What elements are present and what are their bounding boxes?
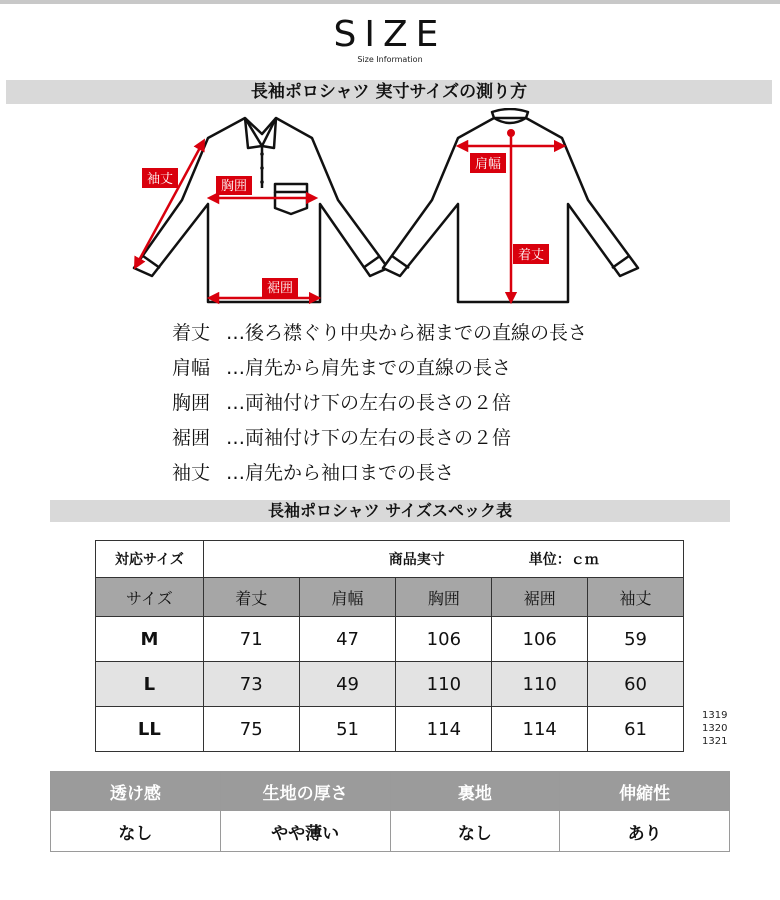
definition-text: …肩先から肩先までの直線の長さ <box>226 357 512 379</box>
definition-term: 裾囲 <box>172 427 211 449</box>
fabric-value-lining: なし <box>390 811 560 852</box>
value-cell: 61 <box>588 707 684 752</box>
product-code: 1321 <box>702 736 728 747</box>
definition-row <box>172 351 587 386</box>
value-cell: 106 <box>396 617 492 662</box>
table-row <box>96 662 684 707</box>
value-cell: 106 <box>492 617 588 662</box>
table-row <box>96 707 684 752</box>
value-cell: 60 <box>588 662 684 707</box>
spec-table-meta-row <box>96 541 684 578</box>
measure-label: 商品実寸 <box>388 552 445 568</box>
definition-term: 袖丈 <box>172 462 211 484</box>
unit-label: 単位：ｃｍ <box>528 552 599 568</box>
header-hem: 裾囲 <box>492 578 588 617</box>
definition-text: …両袖付け下の左右の長さの２倍 <box>226 427 512 449</box>
fabric-value-thickness: やや薄い <box>220 811 390 852</box>
value-cell: 59 <box>588 617 684 662</box>
product-code: 1319 <box>702 710 728 721</box>
fabric-header-row <box>51 772 730 811</box>
definition-text: …後ろ襟ぐり中央から裾までの直線の長さ <box>226 322 588 344</box>
definition-row <box>172 421 587 456</box>
value-cell: 71 <box>203 617 299 662</box>
shirt-diagram <box>0 108 780 313</box>
product-codes <box>702 709 727 748</box>
label-length: 着丈 <box>517 248 545 263</box>
header-shoulder: 肩幅 <box>299 578 396 617</box>
label-chest: 胸囲 <box>220 179 248 194</box>
fabric-header-lining: 裏地 <box>390 772 560 811</box>
table-row <box>96 617 684 662</box>
definition-term: 肩幅 <box>172 357 211 379</box>
value-cell: 114 <box>492 707 588 752</box>
size-cell: LL <box>96 707 204 752</box>
corresponding-size-label: 対応サイズ <box>96 541 204 578</box>
value-cell: 114 <box>396 707 492 752</box>
fabric-header-sheerness: 透け感 <box>51 772 221 811</box>
fabric-header-stretch: 伸縮性 <box>560 772 730 811</box>
spec-table-header-row <box>96 578 684 617</box>
value-cell: 73 <box>203 662 299 707</box>
definition-row <box>172 386 587 421</box>
definition-text: …両袖付け下の左右の長さの２倍 <box>226 392 512 414</box>
measurement-section-title: 長袖ポロシャツ 実寸サイズの測り方 <box>6 80 772 104</box>
label-shoulder: 肩幅 <box>474 157 502 172</box>
fabric-value-stretch: あり <box>560 811 730 852</box>
definition-row <box>172 456 587 491</box>
page-title: SIZE <box>333 14 447 55</box>
label-hem: 裾囲 <box>266 281 294 296</box>
size-spec-table <box>95 540 684 752</box>
fabric-value-row <box>51 811 730 852</box>
page-subtitle: Size Information <box>357 55 423 64</box>
size-cell: M <box>96 617 204 662</box>
product-code: 1320 <box>702 723 728 734</box>
definition-row <box>172 316 587 351</box>
fabric-value-sheerness: なし <box>51 811 221 852</box>
value-cell: 47 <box>299 617 396 662</box>
value-cell: 75 <box>203 707 299 752</box>
measure-header-cell <box>203 541 683 578</box>
measurement-definitions <box>172 316 587 491</box>
top-divider <box>0 0 780 4</box>
spec-section-title: 長袖ポロシャツ サイズスペック表 <box>50 500 730 522</box>
definition-text: …肩先から袖口までの長さ <box>226 462 455 484</box>
value-cell: 110 <box>492 662 588 707</box>
front-shirt-outline <box>134 118 388 302</box>
value-cell: 110 <box>396 662 492 707</box>
size-cell: L <box>96 662 204 707</box>
definition-term: 着丈 <box>172 322 211 344</box>
fabric-info-table <box>50 771 730 852</box>
header-length: 着丈 <box>203 578 299 617</box>
header-size: サイズ <box>96 578 204 617</box>
header-chest: 胸囲 <box>396 578 492 617</box>
definition-term: 胸囲 <box>172 392 211 414</box>
collar-point <box>507 129 515 137</box>
label-sleeve: 袖丈 <box>146 172 174 187</box>
value-cell: 51 <box>299 707 396 752</box>
value-cell: 49 <box>299 662 396 707</box>
header-sleeve: 袖丈 <box>588 578 684 617</box>
fabric-header-thickness: 生地の厚さ <box>220 772 390 811</box>
